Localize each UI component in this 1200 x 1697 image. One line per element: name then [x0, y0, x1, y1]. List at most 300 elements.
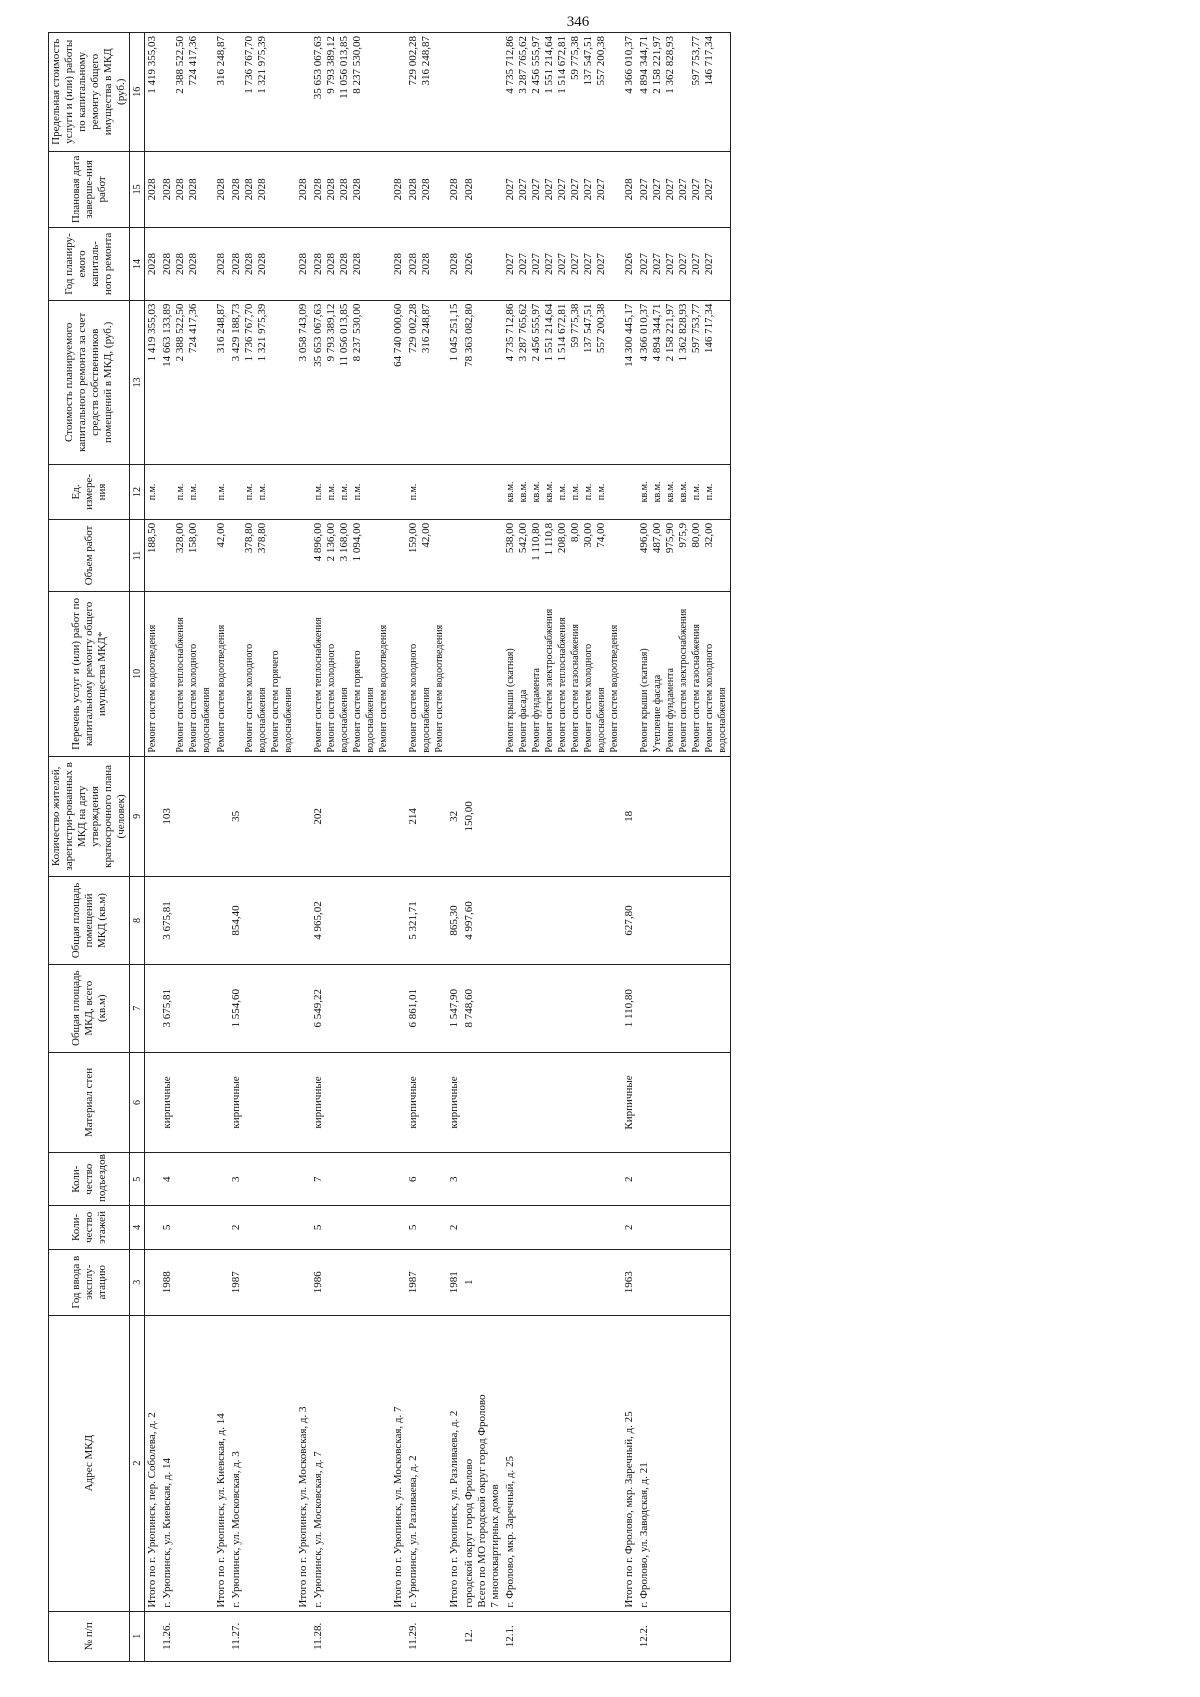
cell-line: 2028: [392, 178, 404, 201]
cell-line: Ремонт систем водоотведения: [609, 624, 620, 753]
floors-count: [311, 1206, 391, 1250]
cell-line: 2027: [556, 252, 568, 275]
column-number: 3: [130, 1249, 145, 1315]
row-number: [145, 1611, 161, 1661]
cell-line: Ремонт систем газоснабжения: [691, 624, 702, 753]
cell-text: 8 748,60: [463, 988, 475, 1028]
cell-line: Итого по г. Урюпинск, ул. Разливаева, д. 2: [448, 1410, 460, 1608]
premises-area: [391, 877, 406, 965]
cell-text: 1987: [407, 1271, 419, 1294]
floors-count: [637, 1206, 731, 1250]
cell-line: 2028: [161, 252, 173, 275]
limit-cost: [637, 33, 731, 152]
cell-text: 18: [623, 810, 635, 822]
premises-area: [145, 877, 161, 965]
cell-line: г. Урюпинск, ул. Разливаева, д. 2: [407, 1455, 419, 1608]
cell-line: 557 200,38: [595, 36, 607, 86]
completion-date: [503, 151, 622, 228]
entrances-count: [229, 1153, 296, 1206]
cell-line: 2027: [703, 178, 715, 201]
cell-line: Ремонт систем электроснабжения: [544, 608, 555, 753]
cell-line: Ремонт систем газоснабжения: [570, 624, 581, 753]
cell-line: 1 736 767,70: [243, 36, 255, 94]
cell-text: 5: [312, 1224, 324, 1231]
cell-line: 2027: [595, 252, 607, 275]
cell-line: г. Урюпинск, ул. Московская, д. 3: [230, 1451, 242, 1608]
cell-text: 6 861,01: [407, 988, 419, 1028]
work-volume: [145, 519, 161, 591]
commission-year: [447, 1249, 462, 1315]
limit-cost: [145, 33, 161, 152]
cell-text: 11.27.: [230, 1622, 242, 1650]
cell-line: 2028: [146, 178, 158, 201]
wall-material: [406, 1052, 447, 1153]
cell-line: 2028: [407, 178, 419, 201]
cell-line: 2028: [420, 178, 432, 201]
cell-line: 2 388 522,50: [174, 303, 186, 362]
cell-line: 729 002,28: [407, 303, 419, 354]
cell-line: 8,00: [569, 522, 581, 543]
floors-count: [214, 1206, 229, 1250]
address-cell: [311, 1315, 391, 1611]
cell-line: 2028: [297, 178, 309, 201]
cell-line: 2028: [448, 252, 460, 275]
repair-cost: [391, 300, 406, 464]
cell-line: [677, 36, 690, 148]
wall-material: [311, 1052, 391, 1153]
works-list: [160, 592, 214, 756]
cell-line: п.м.: [257, 483, 268, 501]
cell-text: 7: [312, 1176, 324, 1182]
measure-unit: [160, 465, 214, 520]
address-cell: [296, 1315, 311, 1611]
table-row: [145, 33, 161, 1662]
limit-cost: [391, 33, 406, 152]
residents-count: [160, 756, 214, 877]
cell-text: 5: [161, 1224, 173, 1231]
column-number: 6: [130, 1052, 145, 1153]
commission-year: [622, 1249, 637, 1315]
cell-text: 214: [407, 808, 419, 825]
total-area: [296, 964, 311, 1052]
cell-line: 3 168,00: [338, 522, 350, 562]
cell-line: 2027: [517, 252, 529, 275]
works-list: [145, 592, 161, 756]
column-header: Плановая дата заверше-ния работ: [49, 151, 130, 228]
column-number: 5: [130, 1153, 145, 1206]
commission-year: [406, 1249, 447, 1315]
cell-line: Утепление фасада: [652, 674, 663, 753]
table-row: [160, 33, 214, 1662]
premises-area: [637, 877, 731, 965]
cell-line: [161, 595, 174, 752]
column-number: 4: [130, 1206, 145, 1250]
cell-line: 2 456 555,97: [530, 36, 542, 94]
cell-line: Итого по г. Урюпинск, ул. Киевская, д. 14: [215, 1413, 227, 1608]
entrances-count: [622, 1153, 637, 1206]
cell-line: 2027: [595, 178, 607, 201]
cell-line: 724 417,36: [187, 303, 199, 354]
cell-line: 2027: [664, 252, 676, 275]
rotated-table-container: [48, 32, 1176, 1662]
cell-line: 4 894 344,71: [638, 36, 650, 94]
commission-year: [311, 1249, 391, 1315]
cell-text: 2: [623, 1224, 635, 1231]
cell-line: 2027: [530, 178, 542, 201]
cell-line: кв.м.: [544, 481, 555, 503]
cell-line: [230, 468, 243, 516]
cell-line: кв.м.: [678, 481, 689, 503]
cell-text: кирпичные: [230, 1076, 242, 1129]
column-header: № п/п: [49, 1611, 130, 1661]
cell-line: Ремонт систем водоотведения: [434, 624, 445, 753]
cell-line: 2027: [504, 178, 516, 201]
cell-line: 1 321 975,39: [256, 36, 268, 94]
residents-count: [229, 756, 296, 877]
cell-line: Ремонт систем водоотведения: [378, 624, 389, 753]
column-number: 7: [130, 964, 145, 1052]
limit-cost: [229, 33, 296, 152]
cell-line: п.м.: [216, 483, 227, 501]
column-header: Год планиру-емого капиталь-ного ремонта: [49, 228, 130, 300]
cell-text: 1988: [161, 1271, 173, 1294]
measure-unit: [406, 465, 447, 520]
limit-cost: [462, 33, 503, 152]
cell-line: 2028: [392, 252, 404, 275]
cell-line: 2027: [664, 178, 676, 201]
planned-year: [214, 228, 229, 300]
cell-line: 2028: [463, 178, 475, 201]
cell-line: 1 362 828,93: [664, 36, 676, 94]
cell-text: кирпичные: [448, 1076, 460, 1129]
cell-line: 2 388 522,50: [174, 36, 186, 94]
cell-line: 137 547,51: [582, 303, 594, 354]
premises-area: [622, 877, 637, 965]
cell-line: 7 многоквартирных домов: [489, 1484, 501, 1608]
column-number: 11: [130, 519, 145, 591]
cell-line: 2027: [677, 178, 689, 201]
cell-line: 35 653 067,63: [312, 303, 324, 367]
address-cell: [214, 1315, 229, 1611]
cell-line: 59 775,38: [569, 36, 581, 80]
cell-line: 2027: [638, 252, 650, 275]
cell-text: 3 675,81: [161, 901, 173, 940]
cell-line: 78 363 082,80: [463, 303, 475, 367]
cell-text: 1981: [448, 1271, 460, 1294]
cell-line: 11 056 013,85: [338, 303, 350, 367]
completion-date: [160, 151, 214, 228]
cell-line: 42,00: [420, 522, 432, 548]
measure-unit: [296, 465, 311, 520]
floors-count: [503, 1206, 622, 1250]
table-row: [214, 33, 229, 1662]
work-volume: [229, 519, 296, 591]
cell-line: 2028: [448, 178, 460, 201]
cell-text: кирпичные: [312, 1076, 324, 1129]
cell-line: п.м.: [557, 483, 568, 501]
residents-count: [296, 756, 311, 877]
table-row: [311, 33, 391, 1662]
column-header: Год ввода в эксплу-атацию: [49, 1249, 130, 1315]
cell-text: 11.29.: [407, 1622, 419, 1650]
cell-line: п.м.: [583, 483, 594, 501]
entrances-count: [391, 1153, 406, 1206]
column-header: Коли-чество этажей: [49, 1206, 130, 1250]
cell-line: [420, 468, 433, 516]
cell-line: 538,00: [504, 522, 516, 554]
cell-line: 8 237 530,00: [351, 303, 363, 362]
cell-line: 2028: [623, 178, 635, 201]
cell-line: Ремонт систем холодного водоснабжения: [704, 643, 728, 753]
planned-year: [311, 228, 391, 300]
completion-date: [214, 151, 229, 228]
work-volume: [296, 519, 311, 591]
cell-text: 202: [312, 808, 324, 825]
header-row: [49, 33, 130, 1662]
column-header: Материал стен: [49, 1052, 130, 1153]
cell-text: 1986: [312, 1271, 324, 1294]
cell-text: 1 110,80: [623, 989, 635, 1028]
cell-line: [230, 523, 243, 588]
cell-line: 2028: [407, 252, 419, 275]
cell-line: Ремонт фундамента: [665, 668, 676, 753]
table-row: [296, 33, 311, 1662]
row-number: [391, 1611, 406, 1661]
cell-line: 2027: [556, 178, 568, 201]
cell-text: 2: [230, 1224, 242, 1231]
cell-line: 42,00: [215, 522, 227, 548]
premises-area: [229, 877, 296, 965]
cell-line: 3 287 765,62: [517, 36, 529, 94]
work-volume: [311, 519, 391, 591]
cell-text: 35: [230, 810, 242, 822]
address-cell: [462, 1315, 503, 1611]
works-list: [406, 592, 447, 756]
cell-text: 627,80: [623, 905, 635, 936]
cell-line: Итого по г. Урюпинск, пер. Соболева, д. 2: [146, 1412, 158, 1608]
total-area: [503, 964, 622, 1052]
premises-area: [406, 877, 447, 965]
cell-text: 32: [448, 810, 460, 822]
column-number: 8: [130, 877, 145, 965]
cell-text: кирпичные: [407, 1076, 419, 1129]
cell-line: 2028: [161, 178, 173, 201]
cell-line: 4 735 712,86: [504, 36, 516, 94]
cell-line: кв.м.: [531, 481, 542, 503]
cell-line: 2027: [690, 252, 702, 275]
planned-year: [447, 228, 462, 300]
cell-line: 2028: [215, 178, 227, 201]
cell-line: г. Фролово, ул. Заводская, д. 21: [638, 1462, 650, 1608]
work-volume: [391, 519, 406, 591]
cell-line: 1 514 672,81: [556, 303, 568, 362]
measure-unit: [311, 465, 391, 520]
completion-date: [447, 151, 462, 228]
cell-line: 158,00: [187, 522, 199, 554]
address-cell: [145, 1315, 161, 1611]
commission-year: [462, 1249, 503, 1315]
cell-line: 2027: [504, 252, 516, 275]
cell-line: [230, 595, 243, 752]
cell-line: 2 158 221,97: [651, 36, 663, 94]
entrances-count: [637, 1153, 731, 1206]
measure-unit: [145, 465, 161, 520]
planned-year: [160, 228, 214, 300]
cell-line: 1 419 355,03: [146, 303, 158, 362]
cell-line: Ремонт систем водоотведения: [216, 624, 227, 753]
entrances-count: [311, 1153, 391, 1206]
planned-year: [391, 228, 406, 300]
address-cell: [406, 1315, 447, 1611]
entrances-count: [503, 1153, 622, 1206]
cell-text: 2: [623, 1176, 635, 1182]
cell-line: Ремонт систем холодного водоснабжения: [408, 643, 432, 753]
column-header: Стоимость планируемого капитального ремонта за счет средств собственников помещений в МКД, (руб.): [49, 300, 130, 464]
cell-text: 12.2.: [638, 1625, 650, 1648]
row-number: [622, 1611, 637, 1661]
repair-cost: [462, 300, 503, 464]
works-list: [503, 592, 622, 756]
cell-line: 35 653 067,63: [312, 36, 324, 100]
total-area: [145, 964, 161, 1052]
premises-area: [160, 877, 214, 965]
commission-year: [503, 1249, 622, 1315]
cell-line: 2028: [325, 252, 337, 275]
floors-count: [406, 1206, 447, 1250]
cell-line: [161, 36, 174, 148]
residents-count: [406, 756, 447, 877]
column-number-row: [130, 33, 145, 1662]
cell-line: Ремонт систем холодного водоснабжения: [326, 643, 350, 753]
cell-line: 188,50: [146, 522, 158, 554]
completion-date: [145, 151, 161, 228]
repair-cost: [214, 300, 229, 464]
column-number: 14: [130, 228, 145, 300]
residents-count: [637, 756, 731, 877]
completion-date: [622, 151, 637, 228]
column-number: 13: [130, 300, 145, 464]
cell-line: 2028: [312, 178, 324, 201]
table-row: [503, 33, 622, 1662]
residents-count: [311, 756, 391, 877]
completion-date: [637, 151, 731, 228]
total-area: [447, 964, 462, 1052]
cell-line: Итого по г. Урюпинск, ул. Московская, д. 3: [297, 1406, 309, 1608]
total-area: [229, 964, 296, 1052]
cell-text: кирпичные: [161, 1076, 173, 1129]
planned-year: [462, 228, 503, 300]
measure-unit: [229, 465, 296, 520]
cell-line: 2 136,00: [325, 522, 337, 562]
total-area: [214, 964, 229, 1052]
address-cell: [229, 1315, 296, 1611]
work-volume: [622, 519, 637, 591]
cell-line: 2028: [230, 178, 242, 201]
cell-line: Ремонт систем горячего водоснабжения: [270, 650, 294, 753]
cell-line: 597 753,77: [690, 303, 702, 354]
cell-line: 146 717,34: [703, 36, 715, 86]
row-number: [462, 1611, 503, 1661]
cell-line: 2027: [569, 178, 581, 201]
repair-cost: [622, 300, 637, 464]
cell-line: Ремонт систем теплоснабжения: [313, 617, 324, 753]
row-number: [160, 1611, 214, 1661]
cell-line: 2028: [215, 252, 227, 275]
cell-line: 2027: [543, 252, 555, 275]
cell-line: 975,9: [677, 522, 689, 548]
cell-line: 2028: [174, 252, 186, 275]
cell-line: п.м.: [188, 483, 199, 501]
cell-line: 2027: [582, 178, 594, 201]
address-cell: [637, 1315, 731, 1611]
column-header: Общая площадь помещений МКД (кв.м): [49, 877, 130, 965]
repair-cost: [503, 300, 622, 464]
residents-count: [503, 756, 622, 877]
residents-count: [391, 756, 406, 877]
limit-cost: [296, 33, 311, 152]
planned-year: [637, 228, 731, 300]
limit-cost: [503, 33, 622, 152]
cell-line: 32,00: [703, 522, 715, 548]
cell-line: п.м.: [352, 483, 363, 501]
planned-year: [406, 228, 447, 300]
table-row: [637, 33, 731, 1662]
residents-count: [622, 756, 637, 877]
work-volume: [160, 519, 214, 591]
cell-line: 8 237 530,00: [351, 36, 363, 94]
cell-line: 2 158 221,97: [664, 303, 676, 362]
cell-text: 150,00: [463, 801, 475, 832]
cell-line: [230, 36, 243, 148]
cell-line: 2028: [243, 252, 255, 275]
floors-count: [145, 1206, 161, 1250]
table-row: [406, 33, 447, 1662]
cell-line: [161, 523, 174, 588]
total-area: [311, 964, 391, 1052]
cell-text: 3: [448, 1176, 460, 1182]
cell-line: 4 366 010,37: [638, 303, 650, 362]
works-list: [391, 592, 406, 756]
cell-line: кв.м.: [665, 481, 676, 503]
entrances-count: [160, 1153, 214, 1206]
table-row: [391, 33, 406, 1662]
premises-area: [311, 877, 391, 965]
cell-text: 11.28.: [312, 1622, 324, 1650]
cell-line: Ремонт крыши (скатная): [505, 648, 516, 753]
cell-line: 4 894 344,71: [651, 303, 663, 362]
residents-count: [145, 756, 161, 877]
works-list: [622, 592, 637, 756]
cell-text: 4 997,60: [463, 901, 475, 940]
wall-material: [145, 1052, 161, 1153]
address-cell: [447, 1315, 462, 1611]
repair-cost: [229, 300, 296, 464]
row-number: [296, 1611, 311, 1661]
limit-cost: [160, 33, 214, 152]
cell-line: 2028: [230, 252, 242, 275]
limit-cost: [311, 33, 391, 152]
work-volume: [503, 519, 622, 591]
cell-line: кв.м.: [505, 481, 516, 503]
commission-year: [229, 1249, 296, 1315]
cell-line: 2028: [256, 178, 268, 201]
cell-line: 1 094,00: [351, 522, 363, 562]
cell-line: 2027: [543, 178, 555, 201]
measure-unit: [462, 465, 503, 520]
cell-line: п.м.: [570, 483, 581, 501]
address-cell: [160, 1315, 214, 1611]
commission-year: [160, 1249, 214, 1315]
